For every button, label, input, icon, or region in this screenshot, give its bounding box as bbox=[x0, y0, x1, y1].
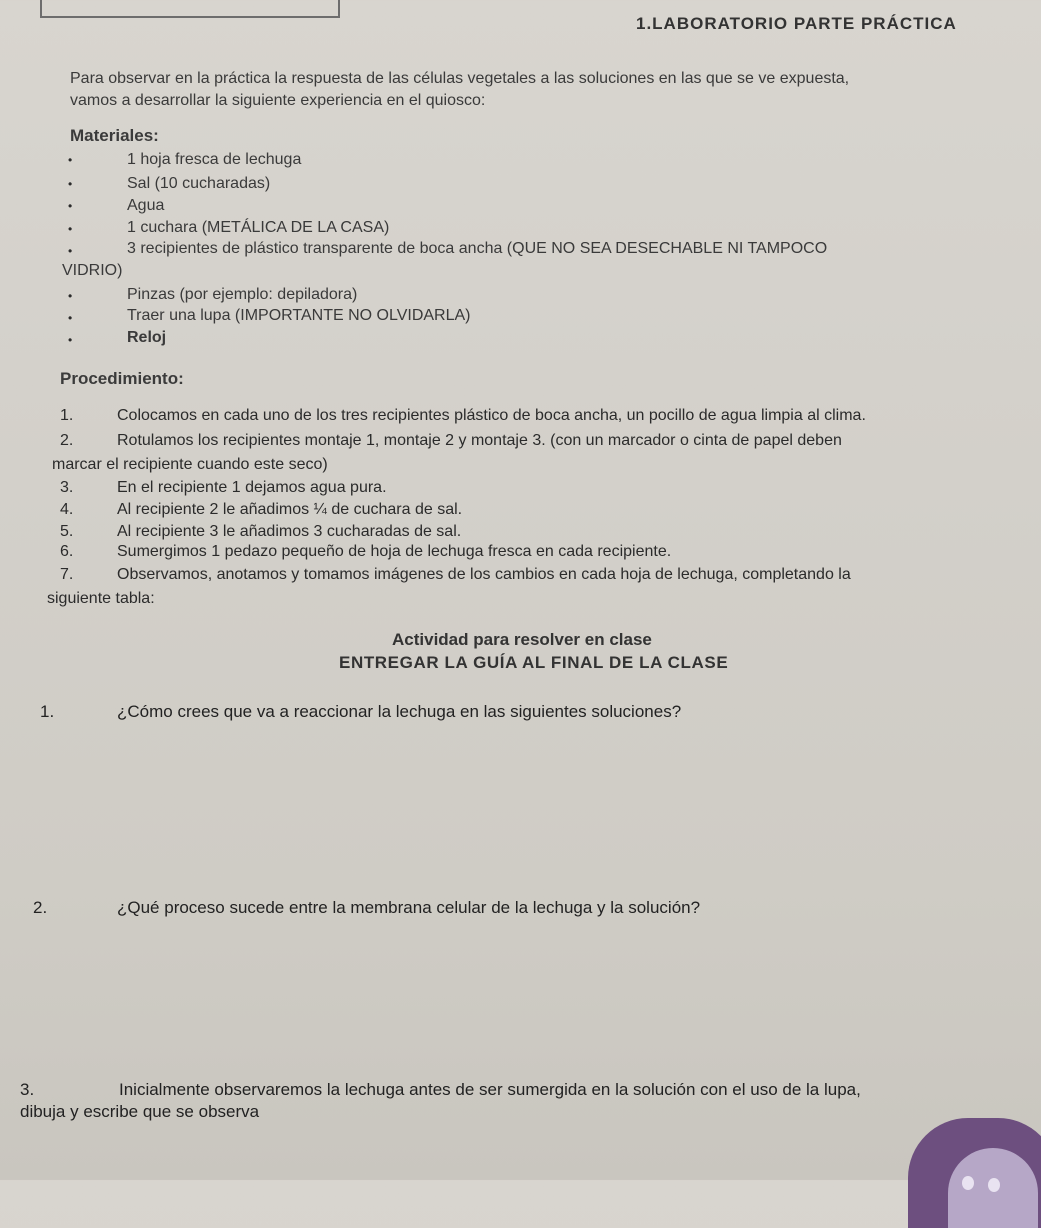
question-number: 3. bbox=[20, 1080, 35, 1099]
activity-title: Actividad para resolver en clase bbox=[392, 630, 652, 649]
step-number: 2. bbox=[60, 432, 74, 449]
avatar-eye-icon bbox=[962, 1176, 974, 1190]
step-text: Al recipiente 3 le añadimos 3 cucharadas de sal. bbox=[117, 523, 462, 540]
material-item: Agua bbox=[127, 197, 165, 214]
step-text: Sumergimos 1 pedazo pequeño de hoja de lechuga fresca en cada recipiente. bbox=[117, 543, 672, 560]
question-number: 1. bbox=[40, 702, 55, 721]
step-text-continuation: marcar el recipiente cuando este seco) bbox=[52, 456, 328, 473]
materials-heading: Materiales: bbox=[70, 126, 159, 145]
material-item-continuation: VIDRIO) bbox=[62, 262, 123, 279]
top-header-box bbox=[40, 0, 340, 18]
question-text: Inicialmente observaremos la lechuga antes de ser sumergida en la solución con el uso de la lupa, bbox=[119, 1080, 861, 1099]
material-item: Sal (10 cucharadas) bbox=[127, 175, 271, 192]
step-text-continuation: siguiente tabla: bbox=[47, 590, 155, 607]
material-item: 1 cuchara (METÁLICA DE LA CASA) bbox=[127, 219, 390, 236]
bullet-icon: • bbox=[68, 153, 73, 167]
material-item: 3 recipientes de plástico transparente de boca ancha (QUE NO SEA DESECHABLE NI TAMPOCO bbox=[127, 240, 828, 257]
bullet-icon: • bbox=[68, 289, 73, 303]
bullet-icon: • bbox=[68, 244, 73, 258]
intro-line-1: Para observar en la práctica la respuesta de las células vegetales a las soluciones en las que se ve expuesta, bbox=[70, 70, 850, 87]
question-text: ¿Cómo crees que va a reaccionar la lechuga en las siguientes soluciones? bbox=[117, 702, 682, 721]
document-title: 1.LABORATORIO PARTE PRÁCTICA bbox=[636, 14, 957, 33]
step-text: Colocamos en cada uno de los tres recipientes plástico de boca ancha, un pocillo de agua limpia al clima. bbox=[117, 407, 866, 424]
step-text: Al recipiente 2 le añadimos ¼ de cuchara de sal. bbox=[117, 501, 463, 518]
bullet-icon: • bbox=[68, 222, 73, 236]
bullet-icon: • bbox=[68, 311, 73, 325]
bullet-icon: • bbox=[68, 199, 73, 213]
material-item: 1 hoja fresca de lechuga bbox=[127, 151, 302, 168]
activity-subtitle: ENTREGAR LA GUÍA AL FINAL DE LA CLASE bbox=[339, 653, 729, 672]
bullet-icon: • bbox=[68, 177, 73, 191]
material-item: Pinzas (por ejemplo: depiladora) bbox=[127, 286, 358, 303]
bullet-icon: • bbox=[68, 333, 73, 347]
step-text: Rotulamos los recipientes montaje 1, montaje 2 y montaje 3. (con un marcador o cinta de papel deben bbox=[117, 432, 842, 449]
question-text: ¿Qué proceso sucede entre la membrana celular de la lechuga y la solución? bbox=[117, 898, 701, 917]
step-number: 4. bbox=[60, 501, 74, 518]
step-number: 7. bbox=[60, 566, 74, 583]
procedure-heading: Procedimiento: bbox=[60, 369, 184, 388]
material-item: Reloj bbox=[127, 329, 167, 346]
step-text: En el recipiente 1 dejamos agua pura. bbox=[117, 479, 387, 496]
question-number: 2. bbox=[33, 898, 48, 917]
avatar-eye-icon bbox=[988, 1178, 1000, 1192]
step-number: 3. bbox=[60, 479, 74, 496]
question-text-continuation: dibuja y escribe que se observa bbox=[20, 1102, 260, 1121]
step-number: 5. bbox=[60, 523, 74, 540]
avatar-face bbox=[948, 1148, 1038, 1228]
step-text: Observamos, anotamos y tomamos imágenes de los cambios en cada hoja de lechuga, completando la bbox=[117, 566, 851, 583]
intro-line-2: vamos a desarrollar la siguiente experiencia en el quiosco: bbox=[70, 92, 486, 109]
step-number: 1. bbox=[60, 407, 74, 424]
step-number: 6. bbox=[60, 543, 74, 560]
avatar-sticker bbox=[908, 1118, 1041, 1228]
material-item: Traer una lupa (IMPORTANTE NO OLVIDARLA) bbox=[127, 307, 471, 324]
